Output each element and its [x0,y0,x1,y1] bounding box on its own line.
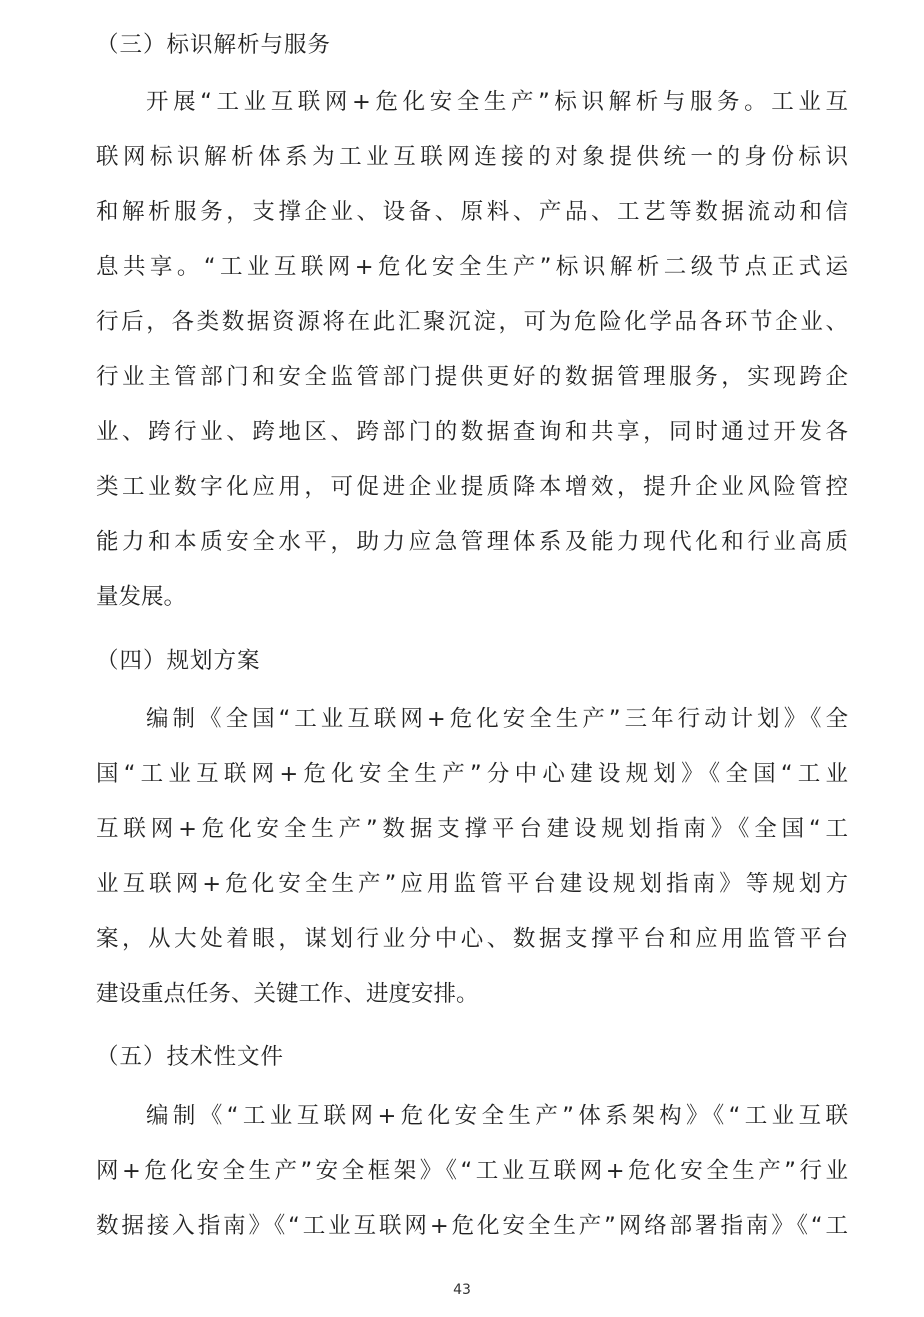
paragraph-line: 互联网+危化安全生产”数据支撑平台建设规划指南》《全国“工 [96,816,848,842]
page-number: 43 [453,1282,471,1298]
paragraph-line: 联网标识解析体系为工业互联网连接的对象提供统一的身份标识 [96,144,848,170]
paragraph-line: 数据接入指南》《“工业互联网+危化安全生产”网络部署指南》《“工 [96,1213,848,1239]
paragraph-line: 开展“工业互联网+危化安全生产”标识解析与服务。工业互 [146,89,848,115]
paragraph-line: 能力和本质安全水平，助力应急管理体系及能力现代化和行业高质 [96,529,848,555]
paragraph-line: 行后，各类数据资源将在此汇聚沉淀，可为危险化学品各环节企业、 [96,309,848,335]
paragraph-line: 网+危化安全生产”安全框架》《“工业互联网+危化安全生产”行业 [96,1158,848,1184]
paragraph-line: 建设重点任务、关键工作、进度安排。 [96,981,479,1007]
section-heading: （三）标识解析与服务 [96,32,332,58]
paragraph-line: 编制《“工业互联网+危化安全生产”体系架构》《“工业互联 [146,1103,848,1129]
paragraph-line: 息共享。“工业互联网+危化安全生产”标识解析二级节点正式运 [96,254,848,280]
paragraph-line: 和解析服务，支撑企业、设备、原料、产品、工艺等数据流动和信 [96,199,848,225]
paragraph-line: 业、跨行业、跨地区、跨部门的数据查询和共享，同时通过开发各 [96,419,848,445]
paragraph-line: 业互联网+危化安全生产”应用监管平台建设规划指南》等规划方 [96,871,848,897]
paragraph-line: 类工业数字化应用，可促进企业提质降本增效，提升企业风险管控 [96,474,848,500]
section-heading: （四）规划方案 [96,648,261,674]
paragraph-line: 量发展。 [96,584,187,610]
paragraph-line: 国“工业互联网+危化安全生产”分中心建设规划》《全国“工业 [96,761,848,787]
paragraph-line: 编制《全国“工业互联网+危化安全生产”三年行动计划》《全 [146,706,848,732]
paragraph-line: 行业主管部门和安全监管部门提供更好的数据管理服务，实现跨企 [96,364,848,390]
paragraph-line: 案，从大处着眼，谋划行业分中心、数据支撑平台和应用监管平台 [96,926,848,952]
section-heading: （五）技术性文件 [96,1044,285,1070]
